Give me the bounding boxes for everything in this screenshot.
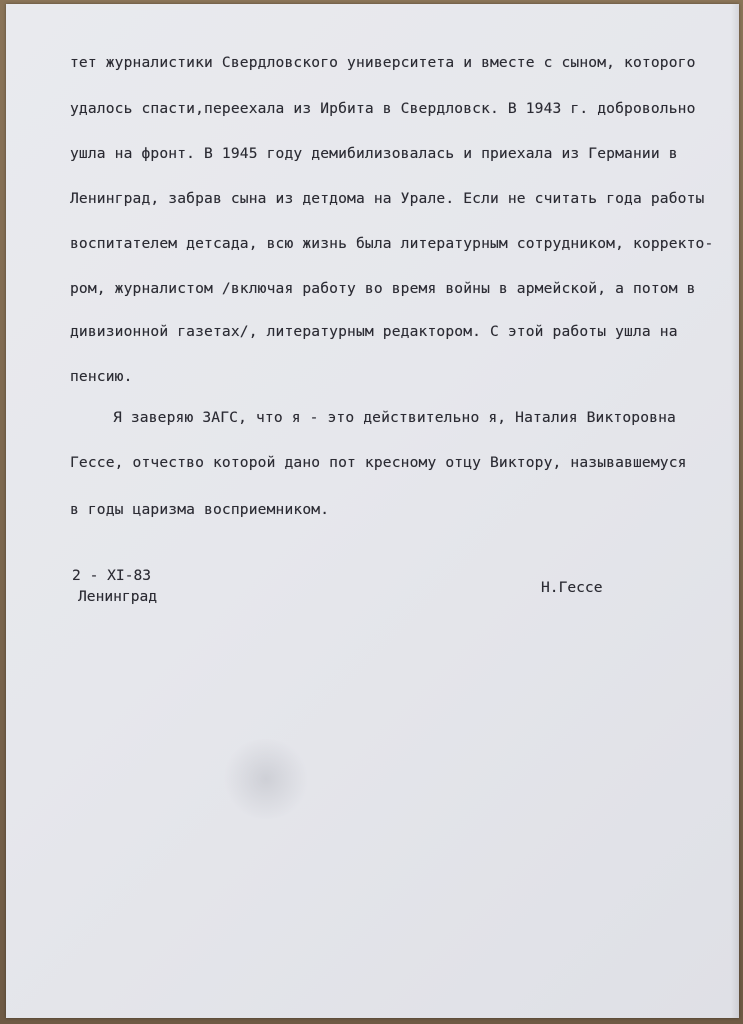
text-line: ушла на фронт. В 1945 году демибилизовалась и приехала из Германии в: [70, 145, 678, 162]
text-line: воспитателем детсада, всю жизнь была литературным сотрудником, корректо-: [70, 235, 714, 252]
document-place: Ленинград: [78, 588, 158, 605]
text-line: дивизионной газетах/, литературным редактором. С этой работы ушла на: [70, 323, 678, 340]
text-line: Ленинград, забрав сына из детдома на Урале. Если не считать года работы: [70, 190, 705, 207]
text-line: тет журналистики Свердловского университета и вместе с сыном, которого: [70, 54, 696, 71]
text-line: ром, журналистом /включая работу во время войны в армейской, а потом в: [70, 280, 696, 297]
document-date: 2 - XI-83: [72, 567, 152, 584]
typewritten-page: [6, 4, 739, 1018]
text-line-indented: Я заверяю ЗАГС, что я - это действительно я, Наталия Викторовна: [113, 409, 676, 426]
text-line: пенсию.: [70, 368, 133, 385]
text-line: удалось спасти,переехала из Ирбита в Свердловск. В 1943 г. добровольно: [70, 100, 696, 117]
signature: Н.Гессе: [541, 579, 603, 596]
text-line: в годы царизма восприемником.: [70, 501, 330, 518]
text-line: Гессе, отчество которой дано пот кресному отцу Виктору, называвшемуся: [70, 454, 687, 471]
